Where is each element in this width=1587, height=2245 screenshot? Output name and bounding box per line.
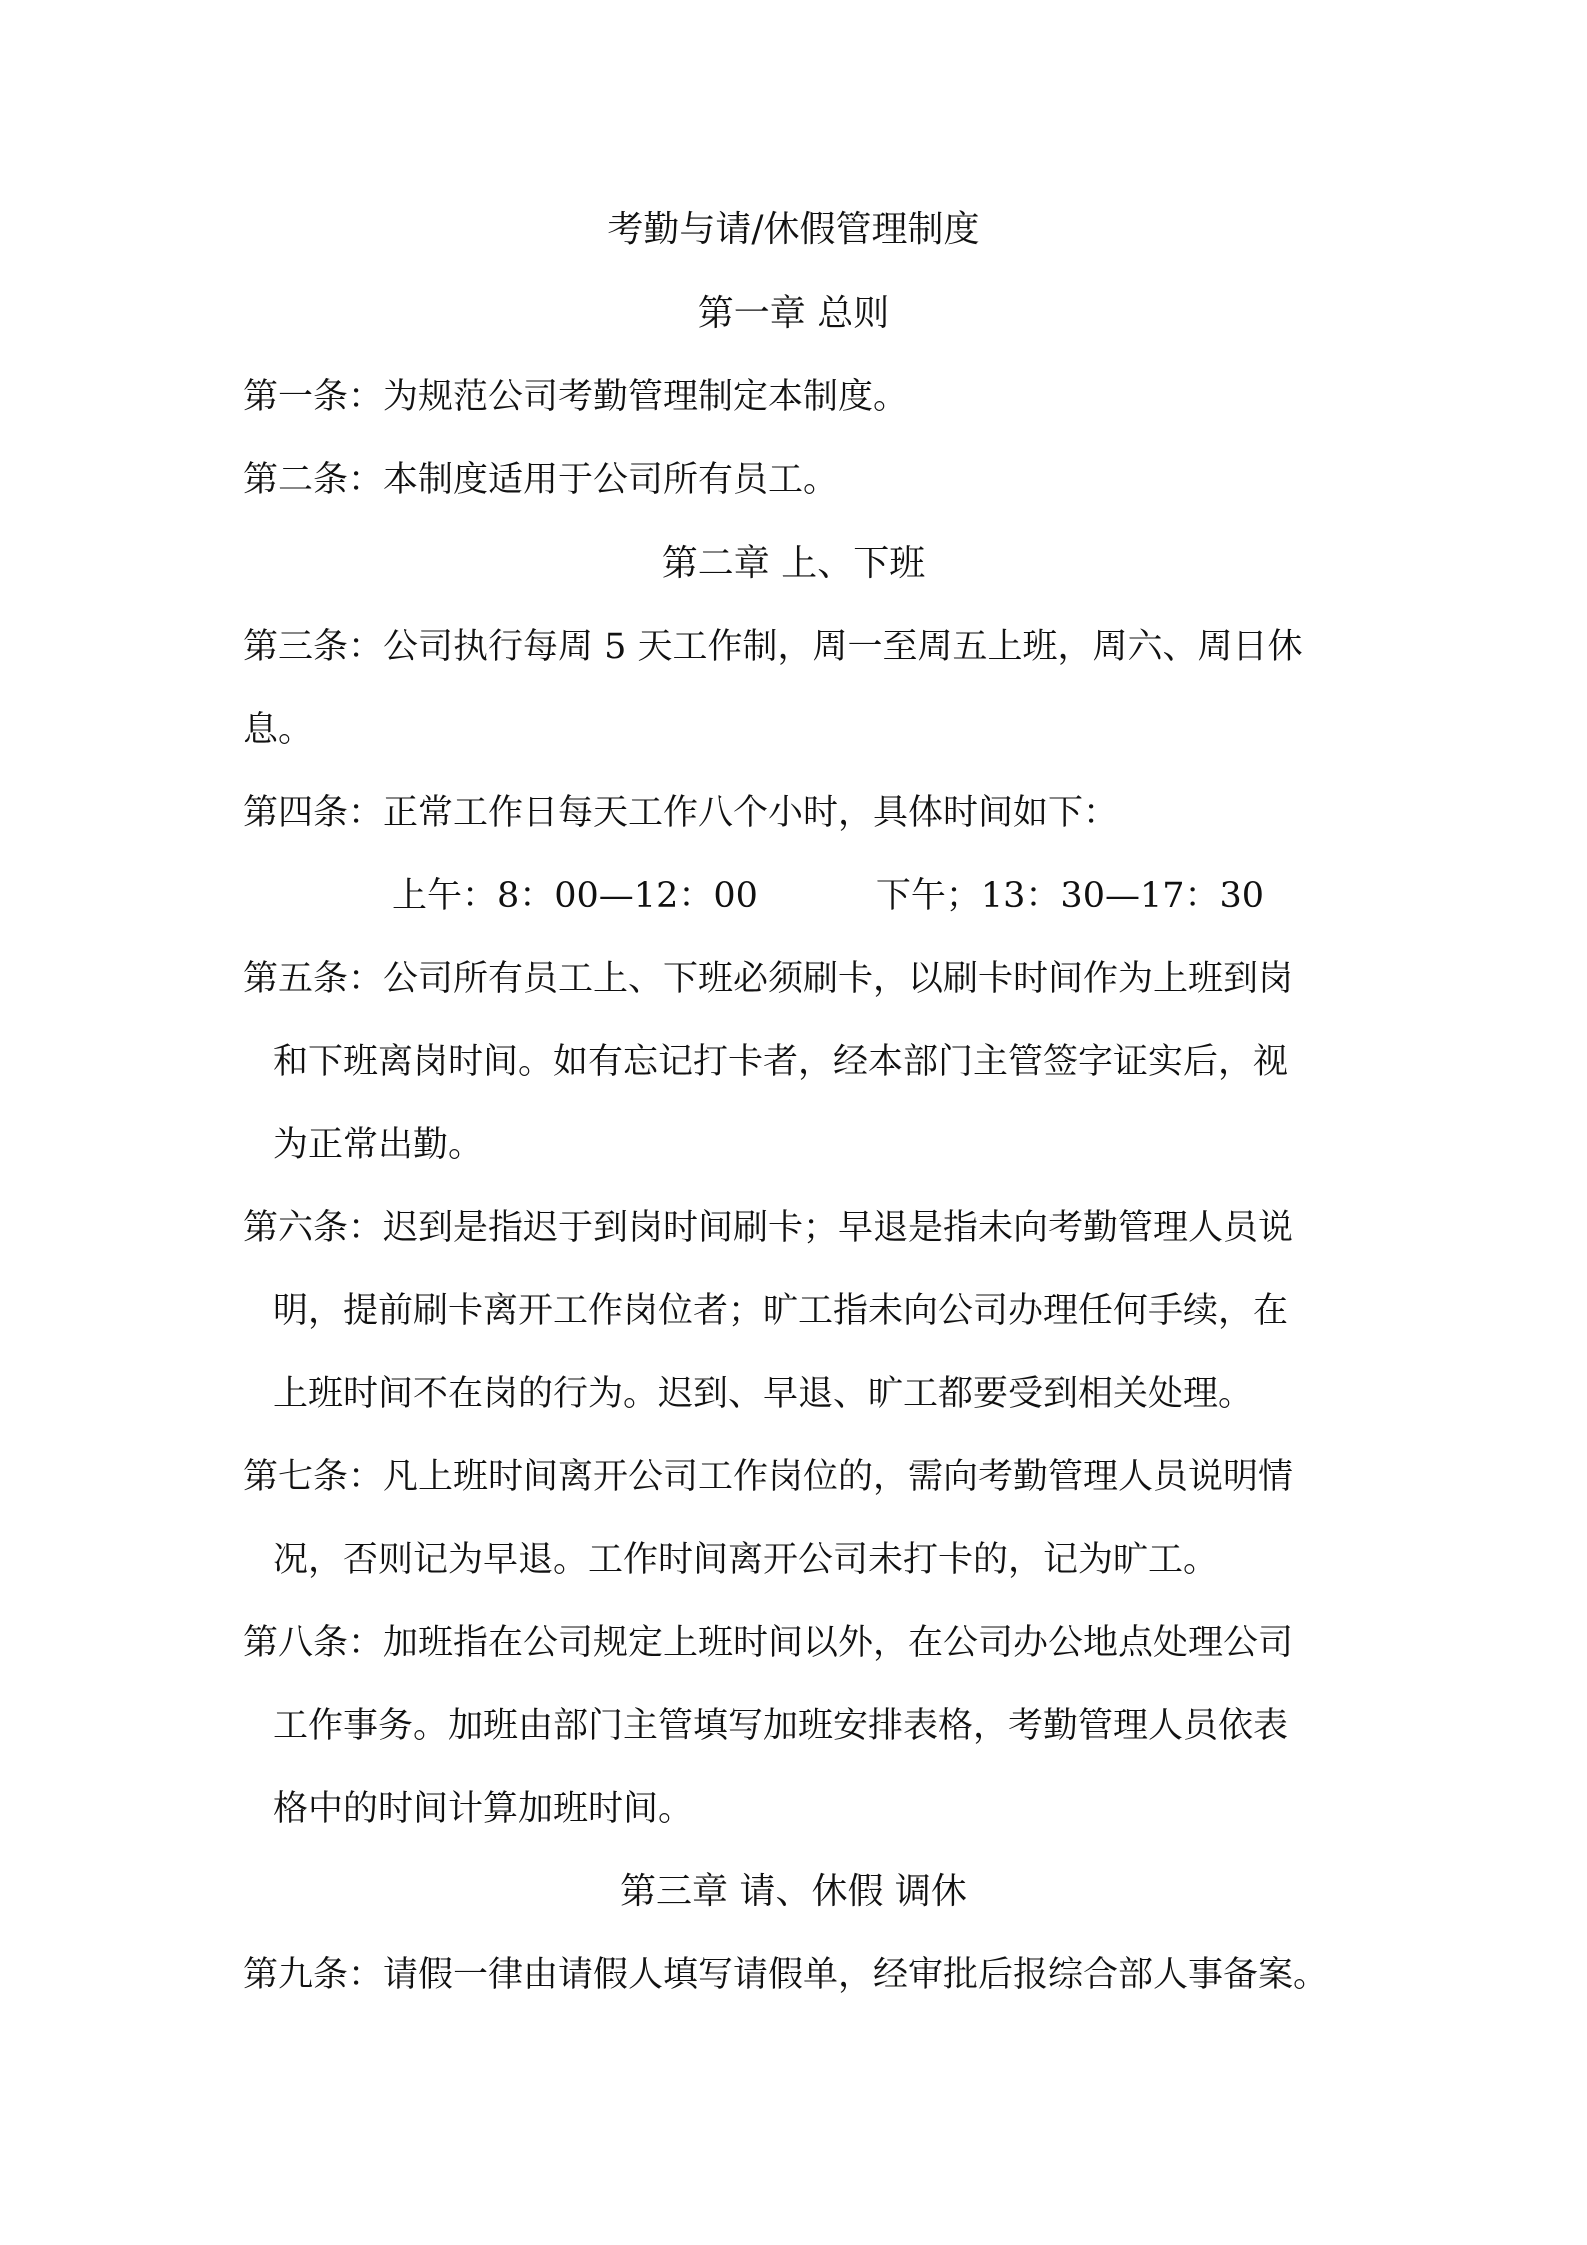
article-3-line-1: 第三条：公司执行每周 5 天工作制，周一至周五上班，周六、周日休 <box>243 627 1303 667</box>
article-2: 第二条：本制度适用于公司所有员工。 <box>243 460 839 500</box>
article-8-line-2: 工作事务。加班由部门主管填写加班安排表格，考勤管理人员依表 <box>273 1706 1289 1746</box>
article-5-line-3: 为正常出勤。 <box>273 1125 484 1165</box>
article-6-line-1: 第六条：迟到是指迟于到岗时间刷卡；早退是指未向考勤管理人员说 <box>243 1208 1294 1248</box>
article-5-line-1: 第五条：公司所有员工上、下班必须刷卡，以刷卡时间作为上班到岗 <box>243 959 1294 999</box>
afternoon-hours: 下午；13：30—17：30 <box>875 876 1265 916</box>
article-5-line-2: 和下班离岗时间。如有忘记打卡者，经本部门主管签字证实后，视 <box>273 1042 1289 1082</box>
article-7-line-1: 第七条：凡上班时间离开公司工作岗位的，需向考勤管理人员说明情 <box>243 1457 1294 1497</box>
article-6-line-2: 明，提前刷卡离开工作岗位者；旷工指未向公司办理任何手续，在 <box>273 1291 1289 1331</box>
morning-hours: 上午：8：00—12：00 <box>392 876 758 916</box>
chapter-2-heading: 第二章 上、下班 <box>661 543 926 584</box>
chapter-1-heading: 第一章 总则 <box>697 293 890 334</box>
document-title: 考勤与请/休假管理制度 <box>607 209 980 250</box>
article-1: 第一条：为规范公司考勤管理制定本制度。 <box>243 377 909 417</box>
article-9: 第九条：请假一律由请假人填写请假单，经审批后报综合部人事备案。 <box>243 1955 1329 1995</box>
article-7-line-2: 况，否则记为早退。工作时间离开公司未打卡的，记为旷工。 <box>273 1540 1219 1580</box>
article-4: 第四条：正常工作日每天工作八个小时，具体时间如下： <box>243 793 1119 833</box>
article-6-line-3: 上班时间不在岗的行为。迟到、早退、旷工都要受到相关处理。 <box>273 1374 1254 1414</box>
article-3-line-2: 息。 <box>243 710 314 750</box>
article-8-line-1: 第八条：加班指在公司规定上班时间以外，在公司办公地点处理公司 <box>243 1623 1294 1663</box>
article-8-line-3: 格中的时间计算加班时间。 <box>273 1789 694 1829</box>
work-schedule <box>392 876 1264 916</box>
chapter-3-heading: 第三章 请、休假 调休 <box>620 1871 967 1912</box>
